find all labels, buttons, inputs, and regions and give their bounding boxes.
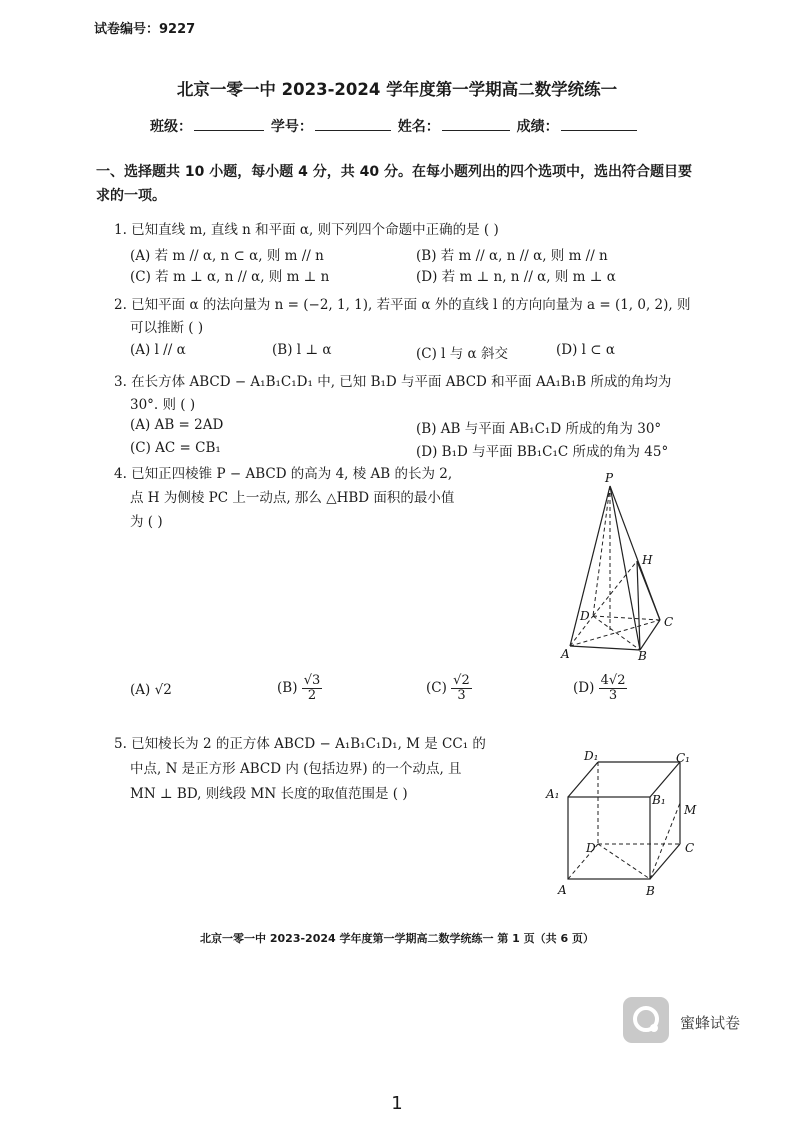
label-D1: D₁ bbox=[584, 749, 599, 763]
label-B1: B₁ bbox=[652, 793, 666, 807]
q2-stem-line2: 可以推断 ( ) bbox=[130, 320, 204, 336]
q1-stem: 1. 已知直线 m, 直线 n 和平面 α, 则下列四个命题中正确的是 ( ) bbox=[114, 222, 499, 238]
student-info-line bbox=[150, 116, 639, 136]
label-C1: C₁ bbox=[676, 751, 690, 765]
q4-option-d-numerator: 4√2 bbox=[600, 673, 626, 688]
label-D: D bbox=[586, 841, 596, 855]
q4-option-c-fraction bbox=[451, 674, 472, 703]
class-blank bbox=[194, 116, 264, 131]
q4-option-c-denominator: 3 bbox=[457, 688, 466, 703]
label-B: B bbox=[638, 649, 647, 662]
q4-option-b-numerator: √3 bbox=[303, 673, 321, 688]
student-id-blank bbox=[315, 116, 391, 131]
q4-option-d-fraction bbox=[599, 674, 628, 703]
q4-option-b-denominator: 2 bbox=[307, 688, 317, 703]
q5-stem-line3: MN ⊥ BD, 则线段 MN 长度的取值范围是 ( ) bbox=[130, 786, 408, 802]
q4-option-d bbox=[573, 674, 627, 703]
watermark-text: 蜜蜂试卷 bbox=[680, 1014, 741, 1032]
section-heading: 一、选择题共 10 小题，每小题 4 分，共 40 分。在每小题列出的四个选项中，选出符合题目要求的一项。 bbox=[96, 164, 692, 204]
q5-stem-line1: 5. 已知棱长为 2 的正方体 ABCD − A₁B₁C₁D₁, M 是 CC₁ 的 bbox=[114, 736, 486, 752]
q1-option-c: (C) 若 m ⊥ α, n // α, 则 m ⊥ n bbox=[130, 269, 330, 285]
page-footer: 北京一零一中 2023-2024 学年度第一学期高二数学统练一 第 1 页（共 6 页） bbox=[200, 932, 594, 945]
q1-option-d: (D) 若 m ⊥ n, n // α, 则 m ⊥ α bbox=[416, 269, 616, 285]
q4-option-a-label: (A) bbox=[130, 682, 151, 698]
watermark-logo-icon bbox=[622, 996, 670, 1044]
label-B: B bbox=[646, 884, 655, 898]
label-M: M bbox=[684, 803, 697, 817]
q4-option-b bbox=[277, 674, 322, 703]
name-blank bbox=[442, 116, 510, 131]
class-label: 班级： bbox=[150, 119, 192, 135]
q4-option-a bbox=[130, 682, 172, 698]
q2-stem-line1: 2. 已知平面 α 的法向量为 n = (−2, 1, 1), 若平面 α 外的直线 l 的方向向量为 a = (1, 0, 2), 则 bbox=[114, 297, 691, 313]
q1-option-b: (B) 若 m // α, n // α, 则 m // n bbox=[416, 248, 608, 264]
exam-serial: 试卷编号：9227 bbox=[94, 22, 196, 37]
label-A: A bbox=[561, 647, 570, 661]
q4-stem-line2: 点 H 为侧棱 PC 上一动点, 那么 △HBD 面积的最小值 bbox=[130, 490, 455, 506]
q2-option-d: (D) l ⊂ α bbox=[556, 342, 615, 358]
label-P: P bbox=[605, 471, 614, 485]
q5-stem-line2: 中点, N 是正方形 ABCD 内 (包括边界) 的一个动点, 且 bbox=[130, 761, 462, 777]
q2-option-c: (C) l 与 α 斜交 bbox=[416, 346, 508, 362]
q3-option-a: (A) AB = 2AD bbox=[130, 417, 224, 433]
q4-option-d-denominator: 3 bbox=[608, 688, 618, 703]
score-label: 成绩： bbox=[516, 119, 559, 135]
page-title: 北京一零一中 2023-2024 学年度第一学期高二数学统练一 bbox=[176, 80, 618, 99]
q4-option-b-label: (B) bbox=[277, 680, 298, 696]
q4-option-c-label: (C) bbox=[426, 680, 447, 696]
q2-option-b: (B) l ⊥ α bbox=[272, 342, 332, 358]
page-number: 1 bbox=[391, 1093, 403, 1114]
q4-option-b-fraction bbox=[302, 674, 323, 703]
score-blank bbox=[561, 116, 637, 131]
label-D: D bbox=[580, 609, 590, 623]
label-A1: A₁ bbox=[546, 787, 560, 801]
name-label: 姓名： bbox=[397, 119, 440, 135]
q2-option-a: (A) l // α bbox=[130, 342, 186, 358]
label-C: C bbox=[664, 615, 674, 629]
q4-stem-line3: 为 ( ) bbox=[130, 514, 163, 530]
q1-option-a: (A) 若 m // α, n ⊂ α, 则 m // n bbox=[130, 248, 324, 264]
student-id-label: 学号： bbox=[270, 119, 313, 135]
cube-figure bbox=[540, 742, 710, 902]
q4-option-a-value: √2 bbox=[154, 682, 172, 698]
q3-stem-line1: 3. 在长方体 ABCD − A₁B₁C₁D₁ 中, 已知 B₁D 与平面 ABCD 和平面 AA₁B₁B 所成的角均为 bbox=[114, 374, 672, 390]
q4-option-c bbox=[426, 674, 472, 703]
q3-option-b: (B) AB 与平面 AB₁C₁D 所成的角为 30° bbox=[416, 421, 662, 437]
label-H: H bbox=[642, 553, 653, 567]
q3-stem-line2: 30°. 则 ( ) bbox=[130, 397, 196, 413]
q4-stem-line1: 4. 已知正四棱锥 P − ABCD 的高为 4, 棱 AB 的长为 2, bbox=[114, 466, 453, 482]
label-C: C bbox=[685, 841, 695, 855]
q4-option-d-label: (D) bbox=[573, 680, 595, 696]
pyramid-figure bbox=[548, 470, 688, 662]
label-A: A bbox=[558, 883, 567, 897]
q4-option-c-numerator: √2 bbox=[453, 673, 470, 688]
q3-option-d: (D) B₁D 与平面 BB₁C₁C 所成的角为 45° bbox=[416, 444, 669, 460]
q3-option-c: (C) AC = CB₁ bbox=[130, 440, 221, 456]
